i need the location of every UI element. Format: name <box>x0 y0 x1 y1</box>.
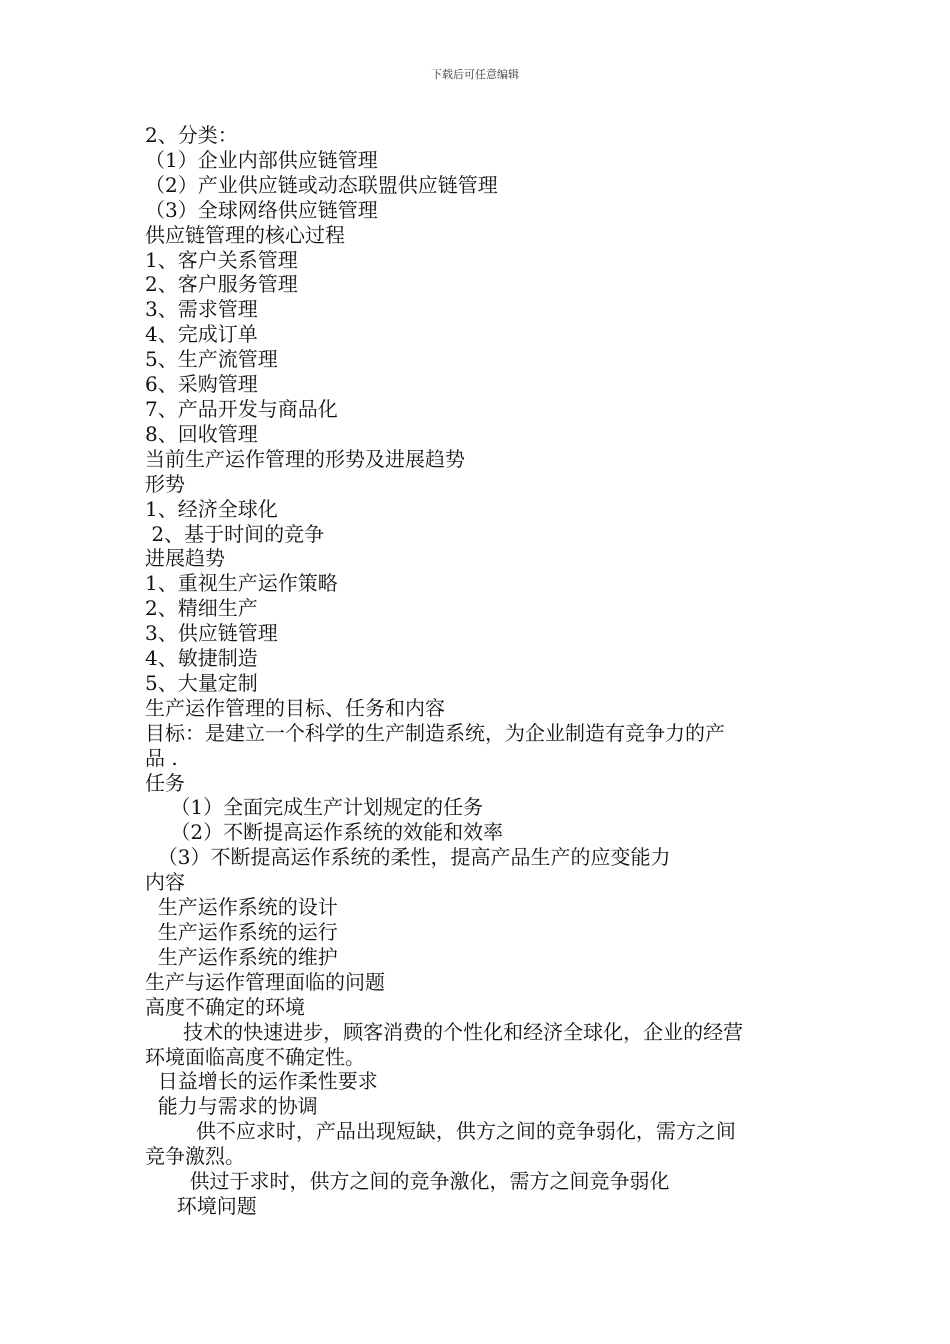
text-line: 2、分类： <box>145 123 238 147</box>
section-heading: 生产运作管理的目标、任务和内容 <box>145 695 445 720</box>
text-line: 2、客户服务管理 <box>145 272 298 297</box>
text-line: （3）全球网络供应链管理 <box>145 197 378 222</box>
subsection-heading: 高度不确定的环境 <box>145 994 305 1019</box>
section-heading: 当前生产运作管理的形势及进展趋势 <box>145 446 465 471</box>
text-line: 5、生产流管理 <box>145 347 278 372</box>
text-line: 能力与需求的协调 <box>145 1094 318 1119</box>
text-line: 5、大量定制 <box>145 670 258 695</box>
page-header: 下载后可任意编辑 <box>431 68 519 81</box>
text-line: 日益增长的运作柔性要求 <box>145 1069 378 1094</box>
text-line: 品 . <box>145 745 178 770</box>
text-line: 环境面临高度不确定性。 <box>145 1044 365 1069</box>
text-line: 生产运作系统的运行 <box>145 920 338 944</box>
text-line: （3）不断提高运作系统的柔性，提高产品生产的应变能力 <box>145 845 671 870</box>
text-line: （1）企业内部供应链管理 <box>145 147 378 172</box>
text-line: （1）全面完成生产计划规定的任务 <box>145 795 484 820</box>
text-line: 1、客户关系管理 <box>145 247 298 272</box>
section-heading: 供应链管理的核心过程 <box>145 222 345 247</box>
subsection-heading: 进展趋势 <box>145 546 225 571</box>
subsection-heading: 任务 <box>145 770 185 795</box>
text-line: （2）不断提高运作系统的效能和效率 <box>145 820 504 845</box>
text-line: 2、基于时间的竞争 <box>145 521 325 546</box>
text-line: 技术的快速进步，顾客消费的个性化和经济全球化，企业的经营 <box>145 1019 744 1044</box>
subsection-heading: 形势 <box>145 471 185 496</box>
text-line: 目标：是建立一个科学的生产制造系统，为企业制造有竞争力的产 <box>145 720 725 745</box>
text-line: 2、精细生产 <box>145 596 258 621</box>
section-heading: 生产与运作管理面临的问题 <box>145 969 385 994</box>
text-line: 1、重视生产运作策略 <box>145 571 338 596</box>
text-line: （2）产业供应链或动态联盟供应链管理 <box>145 172 498 197</box>
text-line: 3、需求管理 <box>145 297 258 322</box>
text-line: 供不应求时，产品出现短缺，供方之间的竞争弱化，需方之间 <box>145 1119 736 1144</box>
text-line: 6、采购管理 <box>145 372 258 397</box>
text-line: 4、完成订单 <box>145 322 258 347</box>
text-line: 供过于求时，供方之间的竞争激化，需方之间竞争弱化 <box>145 1169 670 1194</box>
text-line: 竞争激烈。 <box>145 1144 245 1169</box>
document-body <box>145 123 810 1219</box>
text-line: 3、供应链管理 <box>145 621 278 646</box>
text-line: 1、经济全球化 <box>145 496 278 521</box>
text-line: 生产运作系统的设计 <box>145 895 338 920</box>
text-line: 8、回收管理 <box>145 421 258 446</box>
text-line: 环境问题 <box>145 1193 257 1218</box>
text-line: 4、敏捷制造 <box>145 646 258 671</box>
subsection-heading: 内容 <box>145 870 185 895</box>
text-line: 生产运作系统的维护 <box>145 944 338 969</box>
text-line: 7、产品开发与商品化 <box>145 396 338 421</box>
